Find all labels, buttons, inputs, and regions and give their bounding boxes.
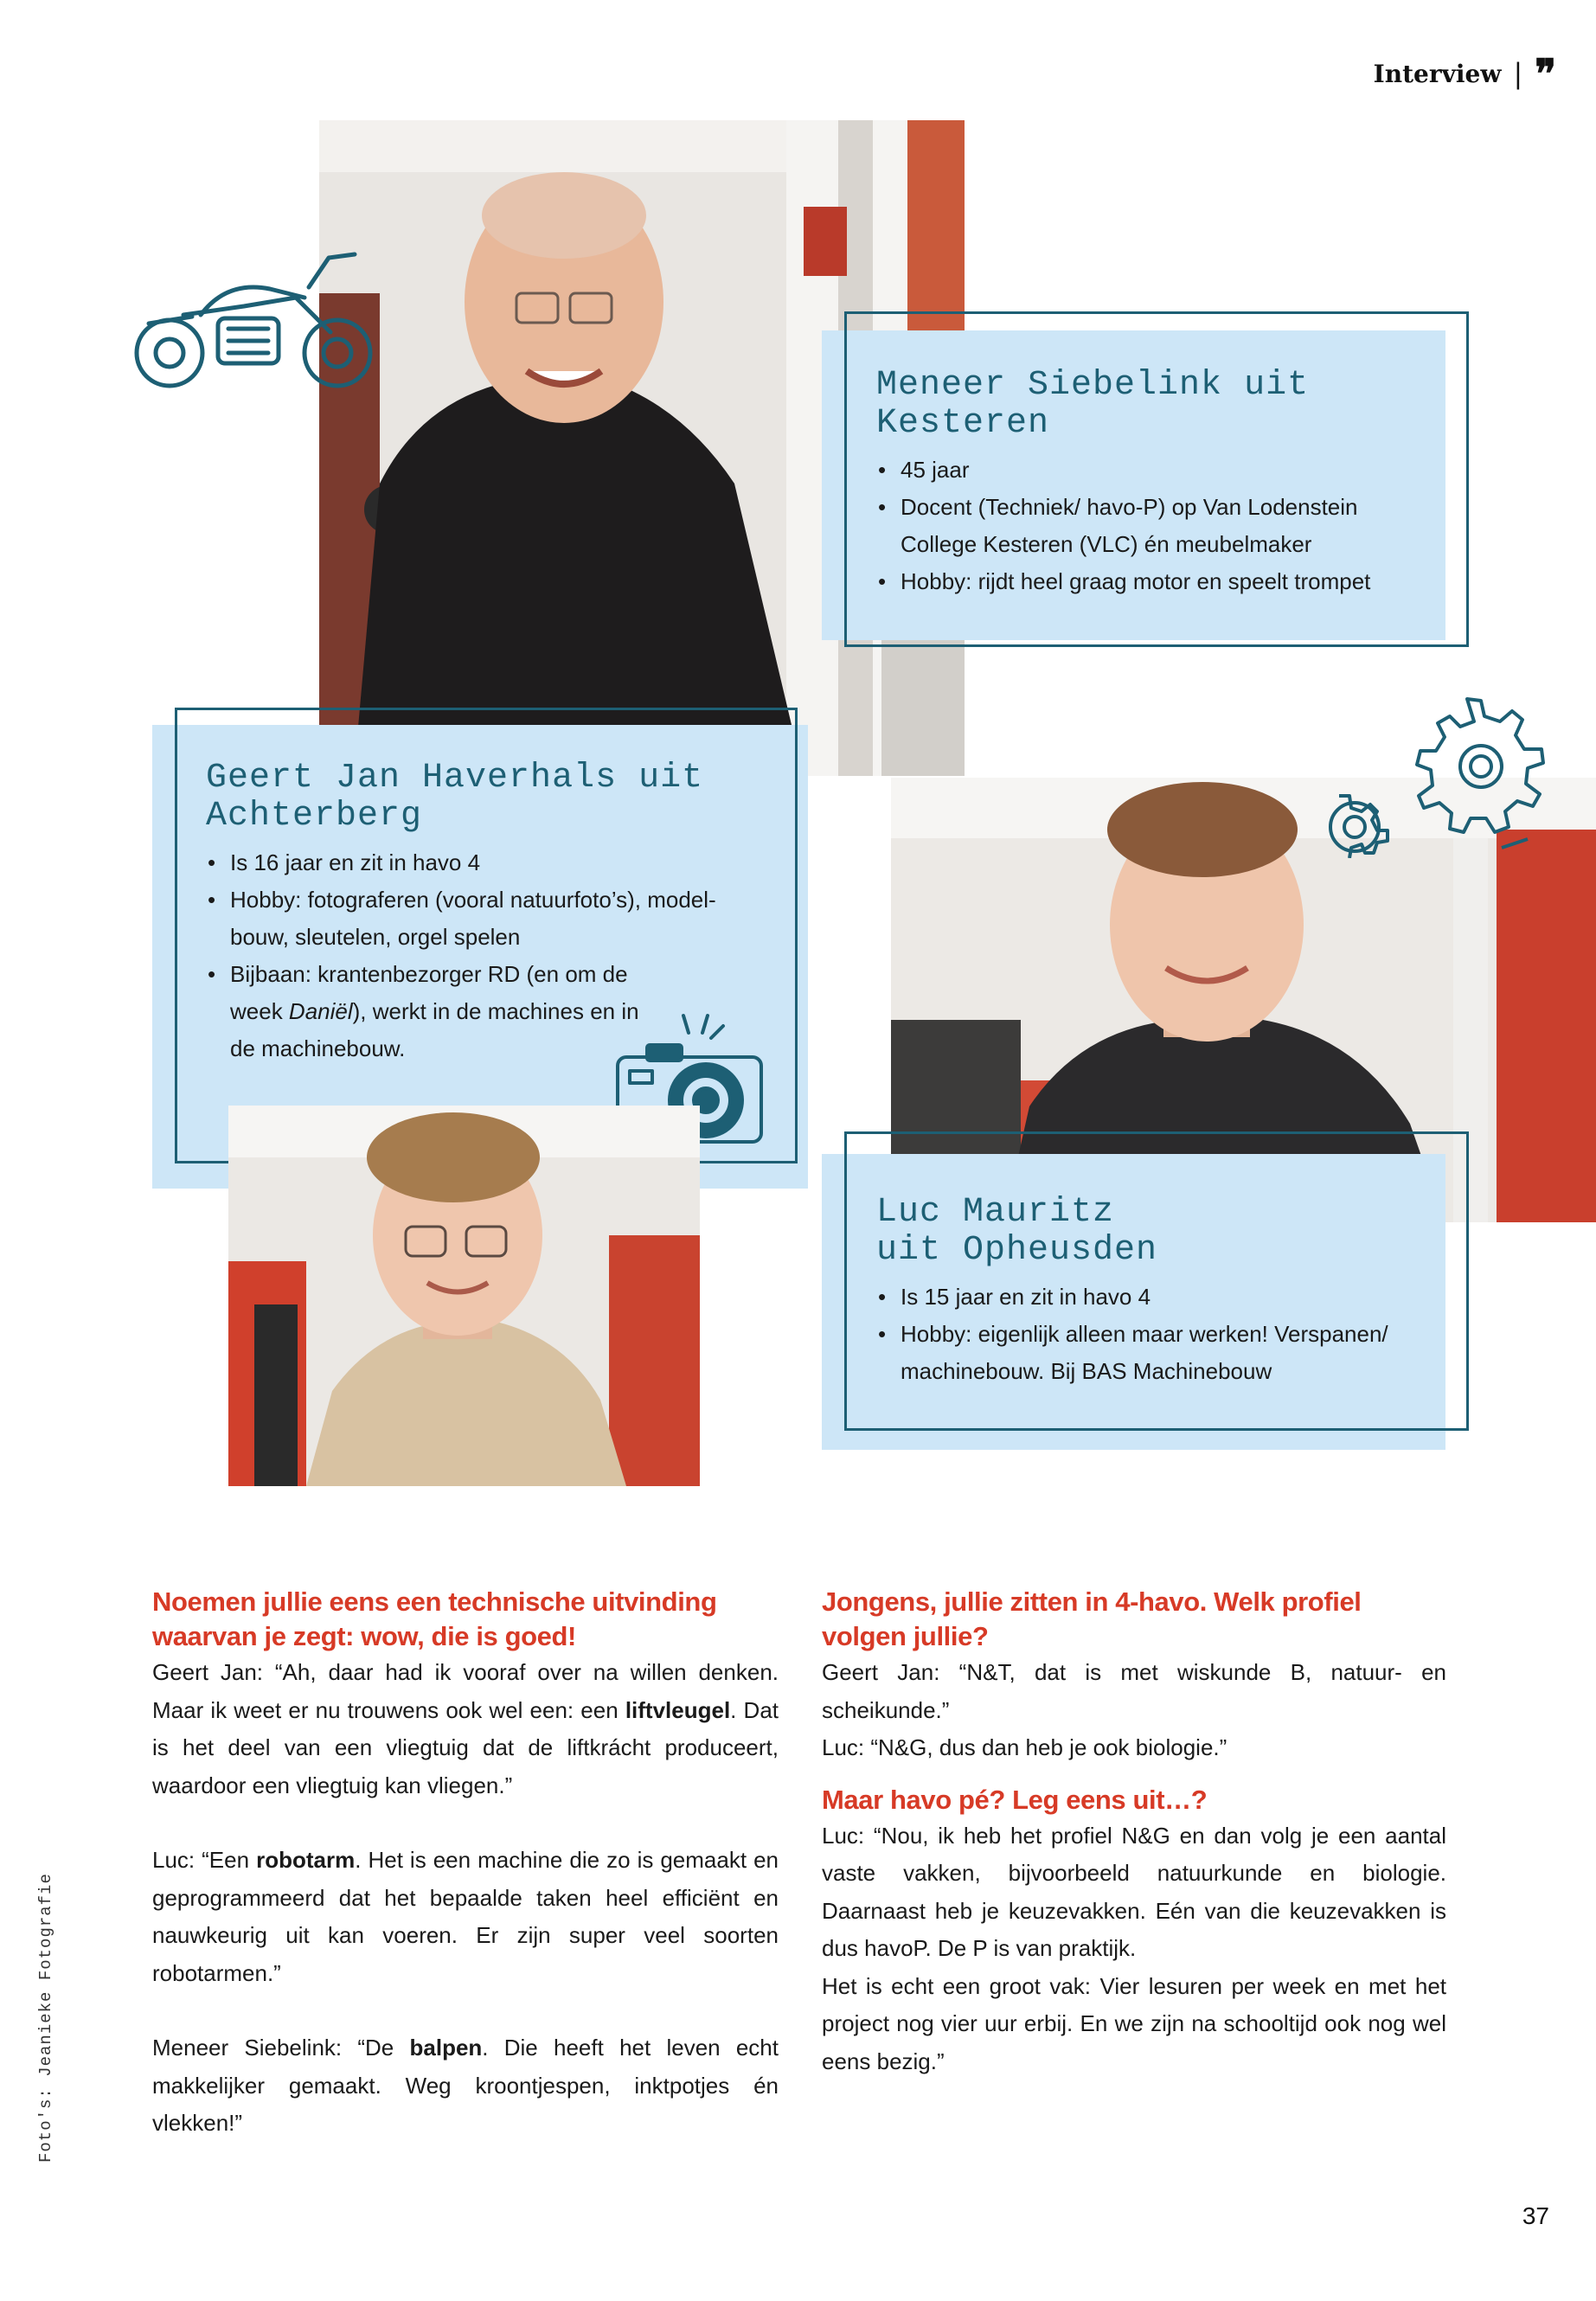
answer-text-end: . Dat is het deel van een vliegtuig dat de liftkrácht produceert, waardoor een vliegtuig kan vliegen.” [152,1696,779,1798]
list-item: • 45 jaar [876,452,1439,489]
list-item: • Docent (Techniek/ havo-P) op Van Lodenstein College Kesteren (VLC) én meubelmaker [876,489,1439,563]
profile-bullets [876,1279,1439,1390]
profile-bullets [876,452,1439,600]
article-column-left [152,1585,779,2143]
list-item: • Hobby: fotograferen (vooral natuurfoto’s), model-bouw, sleutelen, orgel spelen [206,881,768,956]
answer-paragraph [152,2029,779,2143]
answer-bold: robotarm [256,1847,356,1873]
answer-paragraph: Geert Jan: “N&T, dat is met wiskunde B, natuur- en scheikunde.” [822,1659,1446,1723]
bijbaan-italic: Daniël [288,998,353,1024]
quote-mark-icon: ❞ [1535,50,1551,97]
bijbaan-text-end: ), werkt in de machines en in de machinebouw. [230,998,639,1061]
answer-text: Geert Jan: “Ah, daar had ik vooraf over na willen denken. Maar ik weet er nu trouwens ook wel een: een [152,1659,779,1723]
answer-text-end: . Die heeft het leven echt makkelijker gemaakt. Weg kroontjespen, inktpotjes én vlekken!” [152,2035,779,2136]
profile-name: Meneer Siebelink uit Kesteren [876,366,1310,443]
answer-bold: liftvleugel [625,1696,731,1723]
list-item: • Hobby: eigenlijk alleen maar werken! Verspanen/ machinebouw. Bij BAS Machinebouw [876,1316,1439,1390]
motorcycle-icon [131,246,375,394]
photo-haverhals [228,1106,700,1486]
answer-text: Luc: “Een [152,1847,257,1873]
question-heading: Maar havo pé? Leg eens uit…? [822,1784,1208,1815]
gears-icon [1303,692,1547,858]
list-item: • Is 15 jaar en zit in havo 4 [876,1279,1439,1316]
question-heading: Noemen jullie eens een technische uitvinding waarvan je zegt: wow, die is goed! [152,1586,717,1651]
question-heading: Jongens, jullie zitten in 4-havo. Welk profiel volgen jullie? [822,1586,1362,1651]
profile-mauritz [876,1194,1439,1390]
list-item: • Hobby: rijdt heel graag motor en speelt trompet [876,563,1439,600]
answer-text: Meneer Siebelink: “De [152,2035,410,2061]
answer-text-end: . Het is een machine die zo is gemaakt en geprogrammeerd dat het bepaalde taken heel efficiënt en nauwkeurig uit kan voeren. Er zijn super veel soorten robotarmen.” [152,1847,779,1986]
photo-credit: Foto's: Jeanieke Fotografie [36,1873,55,2163]
answer-paragraph: Luc: “Nou, ik heb het profiel N&G en dan volg je een aantal vaste vakken, bijvoorbeeld natuurkunde en biologie. Daarnaast heb je keuzevakken. Eén van die keuzevakken is dus havoP. De P is van praktijk. [822,1822,1446,1961]
list-item: • Is 16 jaar en zit in havo 4 [206,844,768,881]
page-header [1373,50,1551,97]
page-number: 37 [1522,2202,1549,2229]
bijbaan-text: Bijbaan: krantenbezorger RD (en om de week [230,961,628,1024]
section-label: Interview [1373,59,1502,88]
profile-name: Luc Mauritz uit Opheusden [876,1193,1158,1270]
profile-siebelink [876,367,1439,600]
answer-paragraph: Luc: “N&G, dus dan heb je ook biologie.” [822,1734,1227,1760]
article-column-right [822,1585,1446,2080]
answer-paragraph [152,1654,779,1804]
header-separator: | [1513,57,1523,90]
profile-name: Geert Jan Haverhals uit Achterberg [206,759,704,836]
answer-paragraph [152,1842,779,1992]
answer-paragraph: Het is echt een groot vak: Vier lesuren per week en met het project nog vier uur erbij. En we zijn na schooltijd ook nog wel eens bezig.” [822,1972,1446,2074]
answer-bold: balpen [409,2035,483,2061]
